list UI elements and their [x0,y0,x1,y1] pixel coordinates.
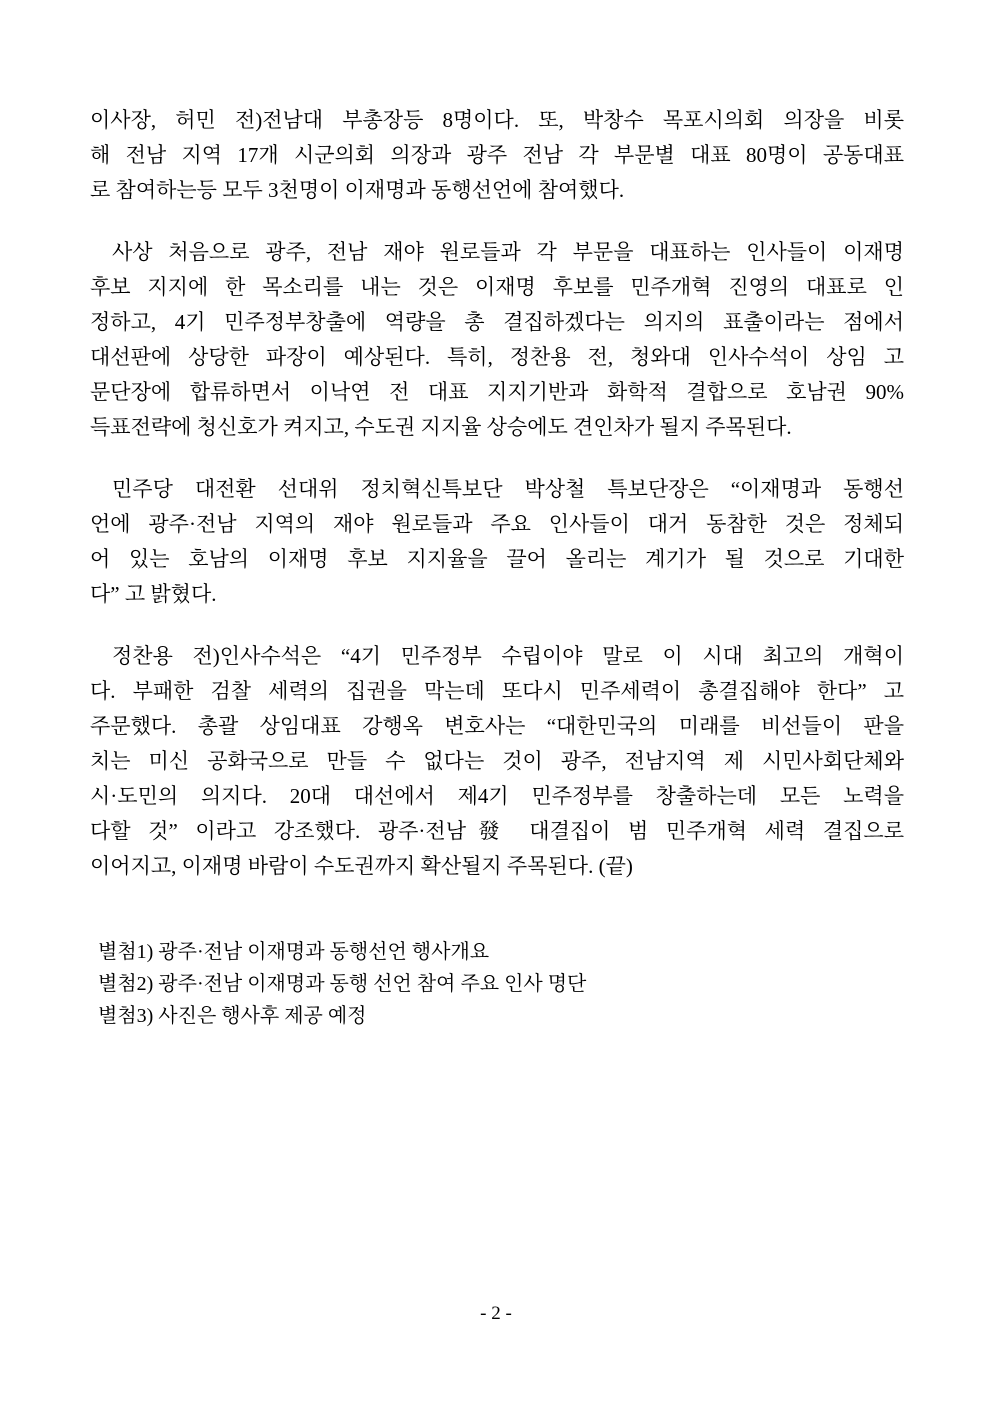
page-footer [0,1303,992,1325]
paragraph-line: 사상 처음으로 광주, 전남 재야 원로들과 각 부문을 대표하는 인사들이 이재명 [112,240,904,264]
paragraph-line: 시·도민의 의지다. 20대 대선에서 제4기 민주정부를 창출하는데 모든 노력을 [90,784,904,808]
attachment-item: 별첨3) 사진은 행사후 제공 예정 [98,1005,367,1027]
paragraph-line: 정찬용 전)인사수석은 “4기 민주정부 수립이야 말로 이 시대 최고의 개혁이 [112,644,904,668]
paragraph-line: 다” 고 밝혔다. [90,582,217,606]
paragraph [90,639,904,884]
paragraph-line: 로 참여하는등 모두 3천명이 이재명과 동행선언에 참여했다. [90,178,625,202]
paragraph [90,472,904,612]
paragraph-line: 치는 미신 공화국으로 만들 수 없다는 것이 광주, 전남지역 제 시민사회단체와 [90,749,904,773]
page-number: - 2 - [480,1303,512,1324]
paragraph-line: 해 전남 지역 17개 시군의회 의장과 광주 전남 각 부문별 대표 80명이 공동대표 [90,143,904,167]
paragraph-line: 다. 부패한 검찰 세력의 집권을 막는데 또다시 민주세력이 총결집해야 한다” 고 [90,679,904,703]
attachment-item: 별첨1) 광주·전남 이재명과 동행선언 행사개요 [98,941,490,963]
paragraph-line: 민주당 대전환 선대위 정치혁신특보단 박상철 특보단장은 “이재명과 동행선 [112,477,904,501]
paragraph-line: 언에 광주·전남 지역의 재야 원로들과 주요 인사들이 대거 동참한 것은 정체되 [90,512,904,536]
attachment-list [90,936,904,1032]
paragraph-line: 이어지고, 이재명 바람이 수도권까지 확산될지 주목된다. (끝) [90,854,633,878]
attachment-item: 별첨2) 광주·전남 이재명과 동행 선언 참여 주요 인사 명단 [98,973,587,995]
paragraph-line: 문단장에 합류하면서 이낙연 전 대표 지지기반과 화학적 결합으로 호남권 90% [90,380,904,404]
paragraph-line: 이사장, 허민 전)전남대 부총장등 8명이다. 또, 박창수 목포시의회 의장을 비롯 [90,108,904,132]
paragraph-line: 득표전략에 청신호가 켜지고, 수도권 지지율 상승에도 견인차가 될지 주목된다. [90,415,792,439]
paragraph-line: 다할 것” 이라고 강조했다. 광주·전남發 대결집이 범 민주개혁 세력 결집으로 [90,819,904,843]
paragraph-line: 후보 지지에 한 목소리를 내는 것은 이재명 후보를 민주개혁 진영의 대표로 인 [90,275,904,299]
body-text [90,103,904,1032]
paragraph-line: 주문했다. 총괄 상임대표 강행옥 변호사는 “대한민국의 미래를 비선들이 판을 [90,714,904,738]
paragraph-line: 정하고, 4기 민주정부창출에 역량을 총 결집하겠다는 의지의 표출이라는 점에서 [90,310,904,334]
paragraph-line: 어 있는 호남의 이재명 후보 지지율을 끌어 올리는 계기가 될 것으로 기대한 [90,547,904,571]
paragraph-line: 대선판에 상당한 파장이 예상된다. 특히, 정찬용 전, 청와대 인사수석이 상임 고 [90,345,904,369]
paragraph [90,103,904,208]
paragraph [90,235,904,445]
